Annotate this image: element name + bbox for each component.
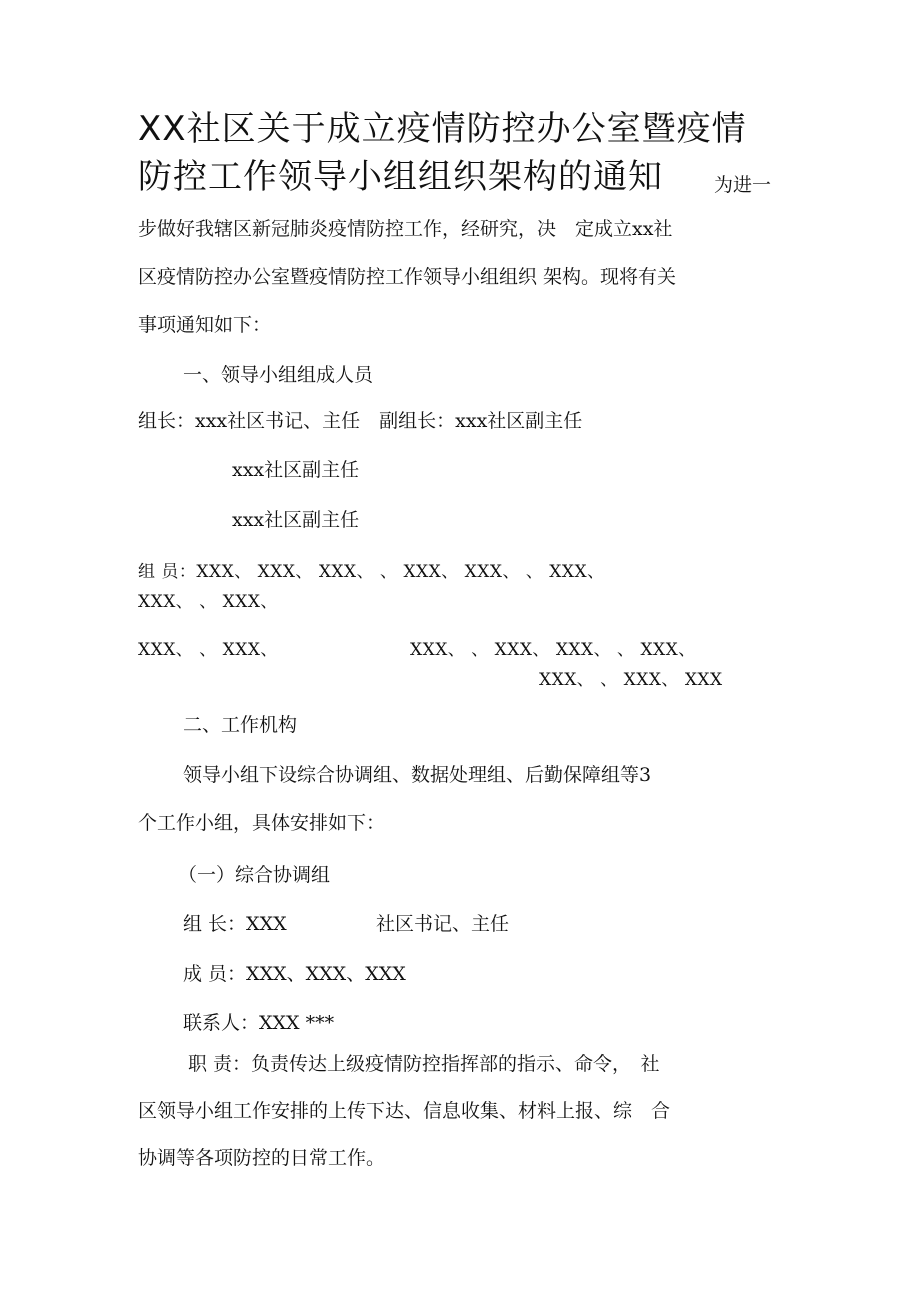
intro-line-2: 步做好我辖区新冠肺炎疫情防控工作，经研究，决 定成立xx社: [138, 218, 673, 240]
intro-line-3: 区疫情防控办公室暨疫情防控工作领导小组组织 架构。现将有关: [138, 266, 677, 288]
group-1-leader: 组 长：XXX: [183, 913, 287, 935]
members-line-1: 组 员：XXX、 XXX、 XXX、 、 XXX、 XXX、 、 XXX、: [138, 562, 605, 582]
section-1-heading: 一、领导小组组成人员: [183, 364, 374, 386]
members-line-4: XXX、 、 XXX、 XXX、 、 XXX、: [410, 640, 696, 660]
group-1-duty-line-2: 区领导小组工作安排的上传下达、信息收集、材料上报、综 合: [138, 1100, 671, 1122]
members-line-3: XXX、 、 XXX、: [138, 640, 278, 660]
section-2-para-line-1: 领导小组下设综合协调组、数据处理组、后勤保障组等3: [183, 764, 652, 786]
section-2-heading: 二、工作机构: [183, 714, 298, 736]
group-1-duty-line-3: 协调等各项防控的日常工作。: [138, 1147, 386, 1169]
group-1-contact: 联系人：XXX ***: [183, 1012, 335, 1034]
intro-line-4: 事项通知如下：: [138, 314, 272, 336]
intro-line-1: 为进一: [714, 174, 772, 196]
deputy-line-2: xxx社区副主任: [232, 509, 360, 531]
deputy-line-1: xxx社区副主任: [232, 459, 360, 481]
document-title-line-2: 防控工作领导小组组织架构的通知: [138, 157, 663, 197]
members-line-2: XXX、 、 XXX、: [138, 592, 278, 612]
section-2-para-line-2: 个工作小组，具体安排如下：: [138, 812, 386, 834]
leader-line: 组长：xxx社区书记、主任 副组长：xxx社区副主任: [138, 410, 583, 432]
group-1-members: 成 员：XXX、XXX、XXX: [183, 963, 406, 985]
group-1-leader-role: 社区书记、主任: [376, 913, 510, 935]
group-1-duty-line-1: 职 责：负责传达上级疫情防控指挥部的指示、命令， 社: [188, 1053, 660, 1075]
members-line-5: XXX、 、 XXX、 XXX: [539, 670, 723, 690]
document-title-line-1: XX社区关于成立疫情防控办公室暨疫情: [138, 109, 747, 149]
group-1-heading: （一）综合协调组: [178, 864, 331, 886]
